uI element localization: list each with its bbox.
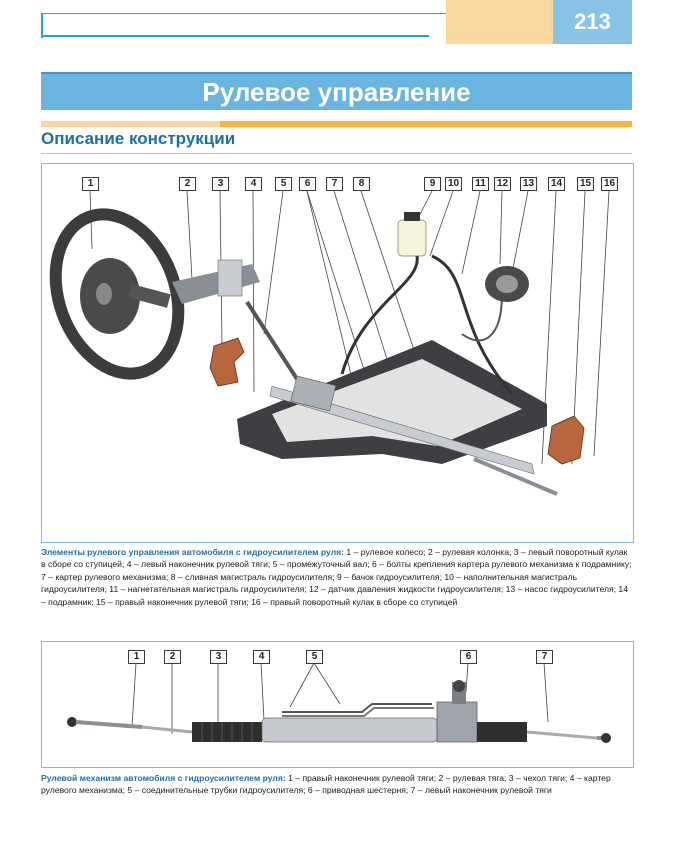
- subsection-title: Описание конструкции: [41, 129, 236, 148]
- callout-6: 6: [299, 177, 316, 191]
- callout-5: 5: [275, 177, 292, 191]
- rack-callout-4: 4: [253, 650, 270, 664]
- callout-2: 2: [179, 177, 196, 191]
- figure2-caption: [41, 772, 632, 797]
- rack-callout-7: 7: [536, 650, 553, 664]
- figure1-caption: [41, 546, 632, 608]
- callout-9: 9: [424, 177, 441, 191]
- subheading-rule-light: [41, 121, 221, 127]
- steering-system-illustration: [42, 164, 633, 542]
- section-title: Рулевое управление: [41, 72, 632, 110]
- callout-15: 15: [577, 177, 594, 191]
- callout-11: 11: [472, 177, 489, 191]
- rack-callout-6: 6: [460, 650, 477, 664]
- header-rule-bottom: [41, 35, 429, 37]
- callout-10: 10: [445, 177, 462, 191]
- callout-4: 4: [245, 177, 262, 191]
- rack-callout-2: 2: [164, 650, 181, 664]
- callout-3: 3: [212, 177, 229, 191]
- rack-callout-5: 5: [306, 650, 323, 664]
- header-orange-block: [446, 0, 553, 44]
- callout-1: 1: [82, 177, 99, 191]
- subheading-rule-orange: [220, 121, 632, 127]
- steering-system-figure: [41, 163, 634, 543]
- figure2-caption-text: 1 – правый наконечник рулевой тяги; 2 – рулевая тяга; 3 – чехол тяги; 4 – картер рулевого механизма; 5 – соединительные трубки гидроусилителя; 6 – приводная шестерня; 7 – левый наконечник рулевой тяги: [41, 773, 611, 796]
- rack-callout-1: 1: [128, 650, 145, 664]
- subheading-rule-bottom: [41, 153, 632, 154]
- callout-14: 14: [548, 177, 565, 191]
- figure2-caption-title: Рулевой механизм автомобиля с гидроусилителем руля:: [41, 773, 286, 783]
- rack-callout-3: 3: [210, 650, 227, 664]
- callout-12: 12: [494, 177, 511, 191]
- callout-8: 8: [353, 177, 370, 191]
- figure1-caption-title: Элементы рулевого управления автомобиля с гидроусилителем руля:: [41, 547, 345, 557]
- callout-16: 16: [601, 177, 618, 191]
- figure1-caption-text: 1 – рулевое колесо; 2 – рулевая колонка; 3 – левый поворотный кулак в сборе со ступицей; 4 – левый наконечник рулевой тяги; 5 – промежуточный вал; 6 – болты крепления картера рулевого механизма к подрамнику; 7 – картер рулевого механизма; 8 – сливная магистраль гидроусилителя; 9 – бачок гидроусилителя; 10 – наполнительная магистраль гидроусилителя; 11 – нагнетательная магистраль гидроусилителя; 12 – датчик давления жидкости гидроусилителя; 13 – насос гидроусилителя; 14 – подрамник; 15 – правый наконечник рулевой тяги; 16 – правый поворотный кулак в сборе со ступицей: [41, 547, 632, 607]
- page-number: 213: [553, 0, 632, 44]
- callout-13: 13: [520, 177, 537, 191]
- steering-rack-figure: [41, 641, 634, 768]
- callout-7: 7: [326, 177, 343, 191]
